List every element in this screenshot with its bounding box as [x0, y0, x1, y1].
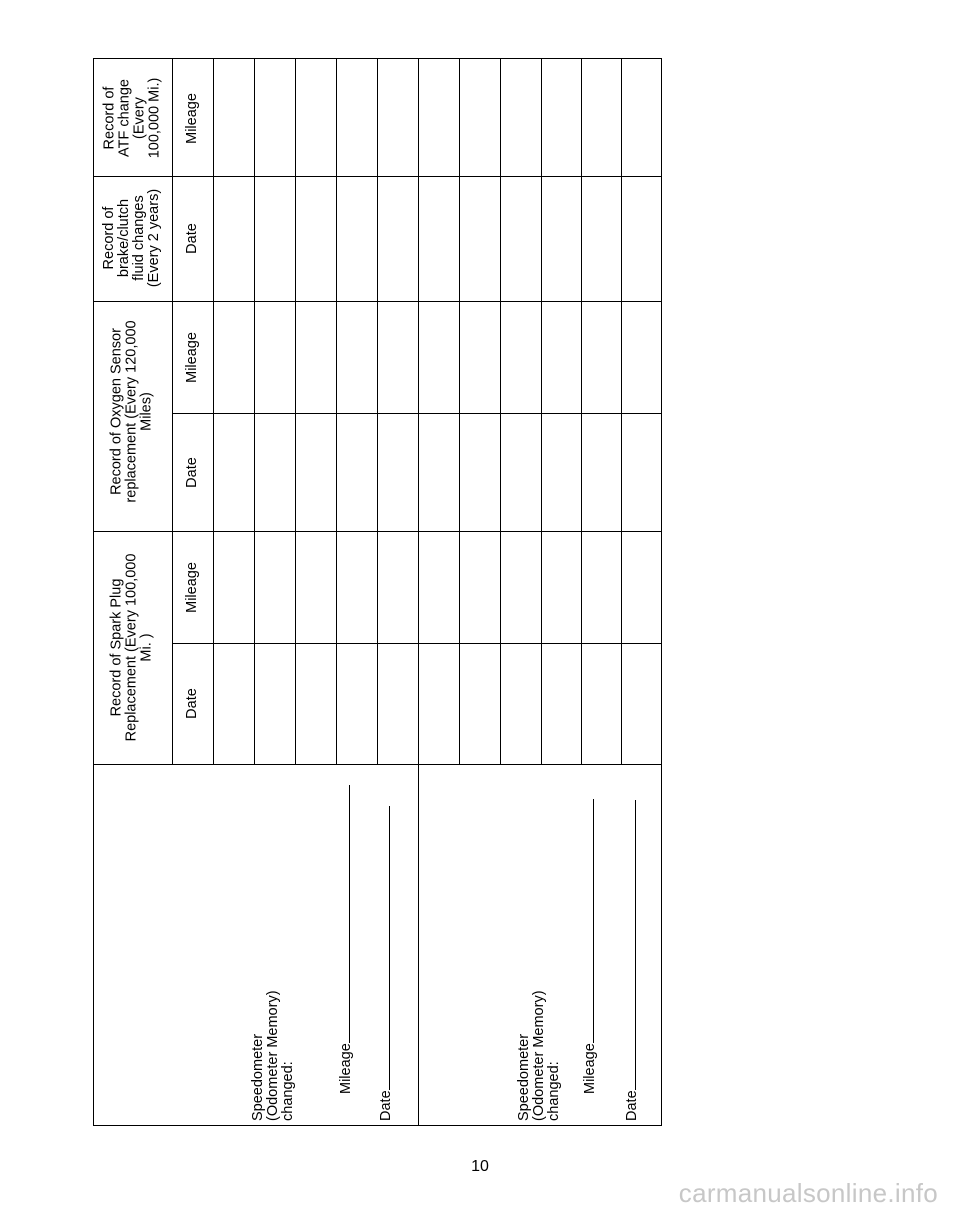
subheader-atf-mileage: Mileage	[183, 92, 200, 144]
grid-line	[172, 531, 662, 532]
grid-line	[500, 58, 501, 764]
grid-line	[295, 58, 296, 764]
spark-plug-header: Record of Spark Plug Replacement (Every 100,000 Mi. )	[108, 553, 155, 741]
mileage-label: Mileage	[582, 1043, 598, 1094]
speedometer-mileage-field[interactable]	[337, 785, 354, 1094]
grid-line	[541, 58, 542, 764]
grid-line	[621, 58, 622, 764]
grid-line	[418, 58, 419, 764]
grid-line	[377, 58, 378, 764]
grid-line	[172, 643, 662, 644]
grid-line	[172, 301, 662, 302]
atf-header: Record of ATF change (Every 100,000 Mi.)	[100, 77, 162, 159]
speedometer-changed-label: Speedometer (Odometer Memory) changed:	[250, 990, 296, 1121]
grid-line	[93, 531, 172, 532]
grid-line	[254, 58, 255, 764]
grid-line	[336, 58, 337, 764]
subheader-spark-mileage: Mileage	[183, 561, 200, 613]
date-label: Date	[624, 1090, 640, 1121]
speedometer-changed-label: Speedometer (Odometer Memory) changed:	[516, 990, 562, 1121]
speedometer-date-field[interactable]	[623, 800, 640, 1121]
date-label: Date	[378, 1090, 394, 1121]
grid-line	[172, 58, 173, 764]
grid-line	[418, 764, 419, 1126]
grid-line	[93, 176, 172, 177]
grid-line	[172, 176, 662, 177]
subheader-oxygen-mileage: Mileage	[183, 331, 200, 383]
speedometer-date-field[interactable]	[377, 806, 394, 1121]
mileage-label: Mileage	[338, 1043, 354, 1094]
grid-line	[93, 764, 662, 765]
speedometer-mileage-field[interactable]	[581, 799, 598, 1094]
subheader-oxygen-date: Date	[183, 456, 200, 488]
grid-line	[172, 413, 662, 414]
watermark: carmanualsonline.info	[678, 1178, 938, 1208]
brake-fluid-header: Record of brake/clutch fluid changes (Every 2 years)	[101, 188, 163, 288]
grid-line	[93, 301, 172, 302]
grid-line	[213, 58, 214, 764]
subheader-spark-date: Date	[183, 687, 200, 719]
subheader-brake-date: Date	[183, 222, 200, 254]
grid-line	[459, 58, 460, 764]
page-number: 10	[471, 1158, 489, 1175]
grid-line	[581, 58, 582, 764]
oxygen-sensor-header: Record of Oxygen Sensor replacement (Every 120,000 Miles)	[108, 319, 155, 503]
